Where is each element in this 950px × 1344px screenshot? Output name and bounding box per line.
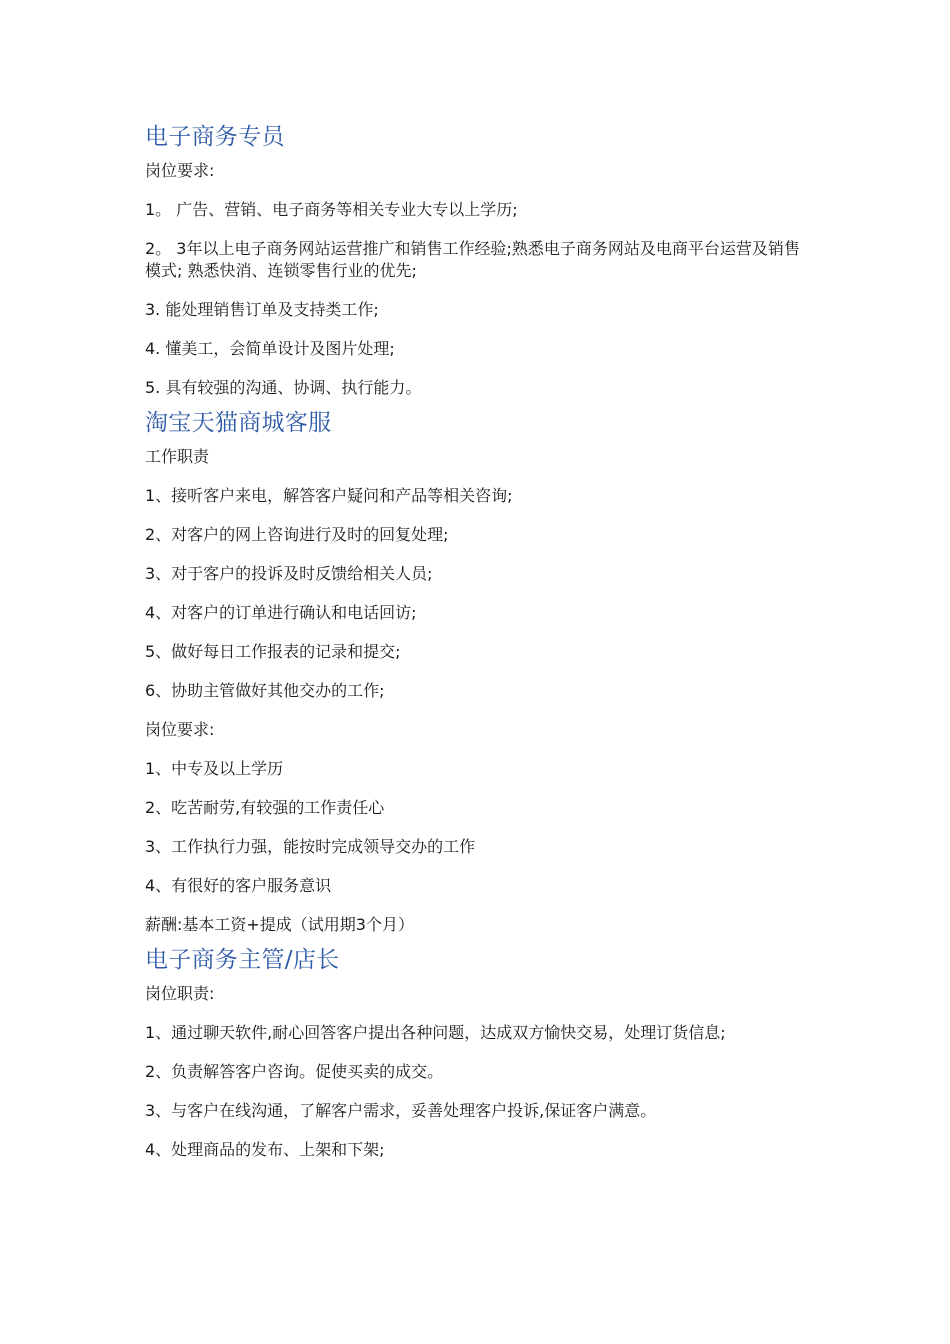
paragraph: 1。 广告、营销、电子商务等相关专业大专以上学历; [145, 200, 518, 219]
section-heading: 电子商务主管/店长 [145, 947, 340, 973]
section-heading: 淘宝天猫商城客服 [145, 410, 332, 436]
paragraph: 2、负责解答客户咨询。促使买卖的成交。 [145, 1062, 444, 1081]
paragraph: 3. 能处理销售订单及支持类工作; [145, 300, 379, 319]
paragraph: 4、处理商品的发布、上架和下架; [145, 1140, 385, 1159]
section-ecommerce-manager [145, 943, 950, 1161]
paragraph: 工作职责 [145, 447, 210, 466]
paragraph: 薪酬:基本工资+提成（试用期3个月） [145, 915, 414, 934]
section-heading: 电子商务专员 [145, 124, 285, 150]
section-ecommerce-specialist [145, 120, 950, 399]
section-tmall-customer-service [145, 406, 950, 936]
paragraph: 1、通过聊天软件,耐心回答客户提出各种问题，达成双方愉快交易，处理订货信息; [145, 1023, 726, 1042]
paragraph: 5、做好每日工作报表的记录和提交; [145, 642, 401, 661]
paragraph: 5. 具有较强的沟通、协调、执行能力。 [145, 378, 422, 397]
paragraph: 3、工作执行力强，能按时完成领导交办的工作 [145, 837, 476, 856]
paragraph: 4、有很好的客户服务意识 [145, 876, 332, 895]
paragraph: 2、吃苦耐劳,有较强的工作责任心 [145, 798, 385, 817]
paragraph: 2。 3年以上电子商务网站运营推广和销售工作经验;熟悉电子商务网站及电商平台运营及销售模式; 熟悉快消、连锁零售行业的优先; [145, 239, 800, 280]
paragraph: 4. 懂美工，会简单设计及图片处理; [145, 339, 395, 358]
paragraph: 6、协助主管做好其他交办的工作; [145, 681, 385, 700]
paragraph: 4、对客户的订单进行确认和电话回访; [145, 603, 417, 622]
paragraph: 2、对客户的网上咨询进行及时的回复处理; [145, 525, 449, 544]
paragraph: 3、与客户在线沟通，了解客户需求，妥善处理客户投诉,保证客户满意。 [145, 1101, 657, 1120]
paragraph: 1、接听客户来电，解答客户疑问和产品等相关咨询; [145, 486, 513, 505]
paragraph: 岗位职责: [145, 984, 215, 1003]
paragraph: 1、中专及以上学历 [145, 759, 284, 778]
paragraph: 岗位要求: [145, 720, 215, 739]
paragraph: 3、对于客户的投诉及时反馈给相关人员; [145, 564, 433, 583]
paragraph: 岗位要求: [145, 161, 215, 180]
